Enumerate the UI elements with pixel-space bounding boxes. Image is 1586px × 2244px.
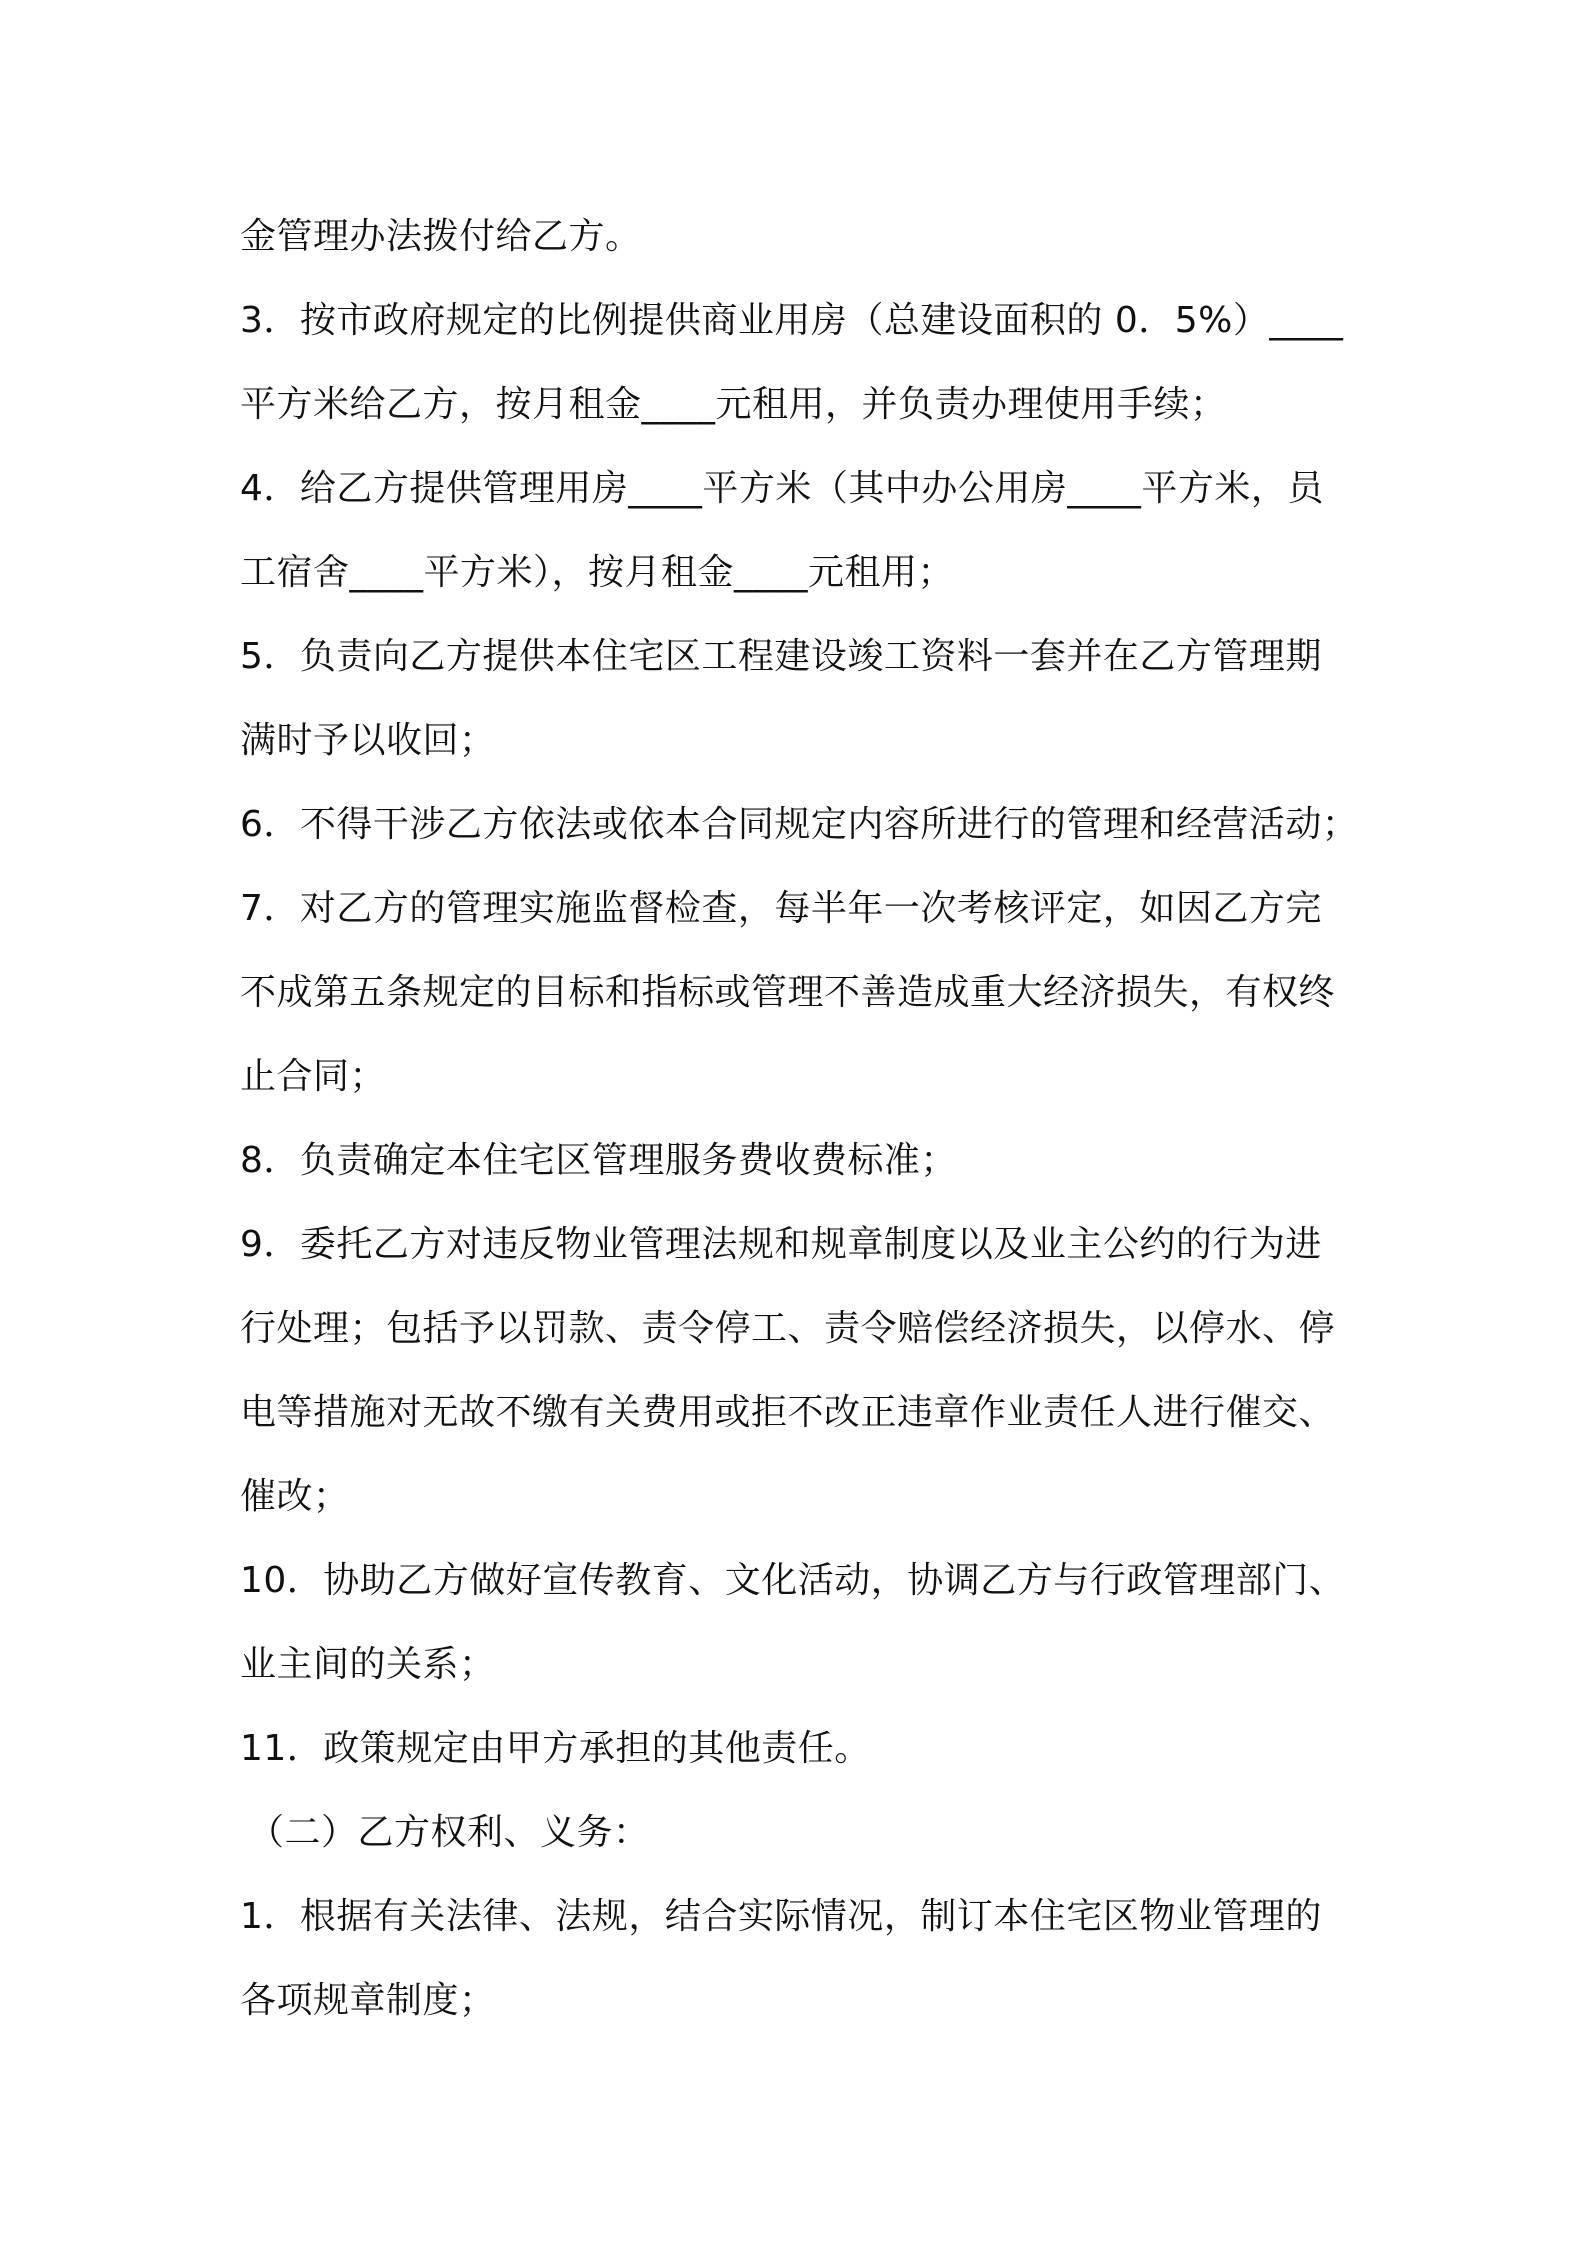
- text-line: 7．对乙方的管理实施监督检查，每半年一次考核评定，如因乙方完: [240, 888, 1322, 929]
- section-heading: （二）乙方权利、义务：: [248, 1812, 650, 1853]
- text-line: 止合同；: [240, 1056, 387, 1097]
- text-line: 工宿舍____平方米），按月租金____元租用；: [240, 552, 955, 593]
- text-line: 6．不得干涉乙方依法或依本合同规定内容所进行的管理和经营活动；: [240, 804, 1359, 845]
- text-line: 各项规章制度；: [240, 1980, 496, 2021]
- text-line: 不成第五条规定的目标和指标或管理不善造成重大经济损失，有权终: [240, 972, 1336, 1013]
- text-line: 催改；: [240, 1476, 350, 1517]
- text-line: 4．给乙方提供管理用房____平方米（其中办公用房____平方米，员: [240, 468, 1324, 509]
- text-line: 5．负责向乙方提供本住宅区工程建设竣工资料一套并在乙方管理期: [240, 636, 1322, 677]
- text-line: 金管理办法拨付给乙方。: [240, 216, 642, 257]
- document-body: [240, 195, 1370, 2043]
- text-line: 8．负责确定本住宅区管理服务费收费标准；: [240, 1140, 957, 1181]
- text-line: 业主间的关系；: [240, 1644, 496, 1685]
- text-line: 行处理；包括予以罚款、责令停工、责令赔偿经济损失，以停水、停: [240, 1308, 1336, 1349]
- text-line: 平方米给乙方，按月租金____元租用，并负责办理使用手续；: [240, 384, 1227, 425]
- text-line: 3．按市政府规定的比例提供商业用房（总建设面积的 0．5%）____: [240, 300, 1344, 341]
- text-line: 1．根据有关法律、法规，结合实际情况，制订本住宅区物业管理的: [240, 1896, 1322, 1937]
- text-line: 11．政策规定由甲方承担的其他责任。: [240, 1728, 871, 1769]
- text-line: 电等措施对无故不缴有关费用或拒不改正违章作业责任人进行催交、: [240, 1392, 1336, 1433]
- text-line: 10．协助乙方做好宣传教育、文化活动，协调乙方与行政管理部门、: [240, 1560, 1346, 1601]
- text-line: 满时予以收回；: [240, 720, 496, 761]
- text-line: 9．委托乙方对违反物业管理法规和规章制度以及业主公约的行为进: [240, 1224, 1322, 1265]
